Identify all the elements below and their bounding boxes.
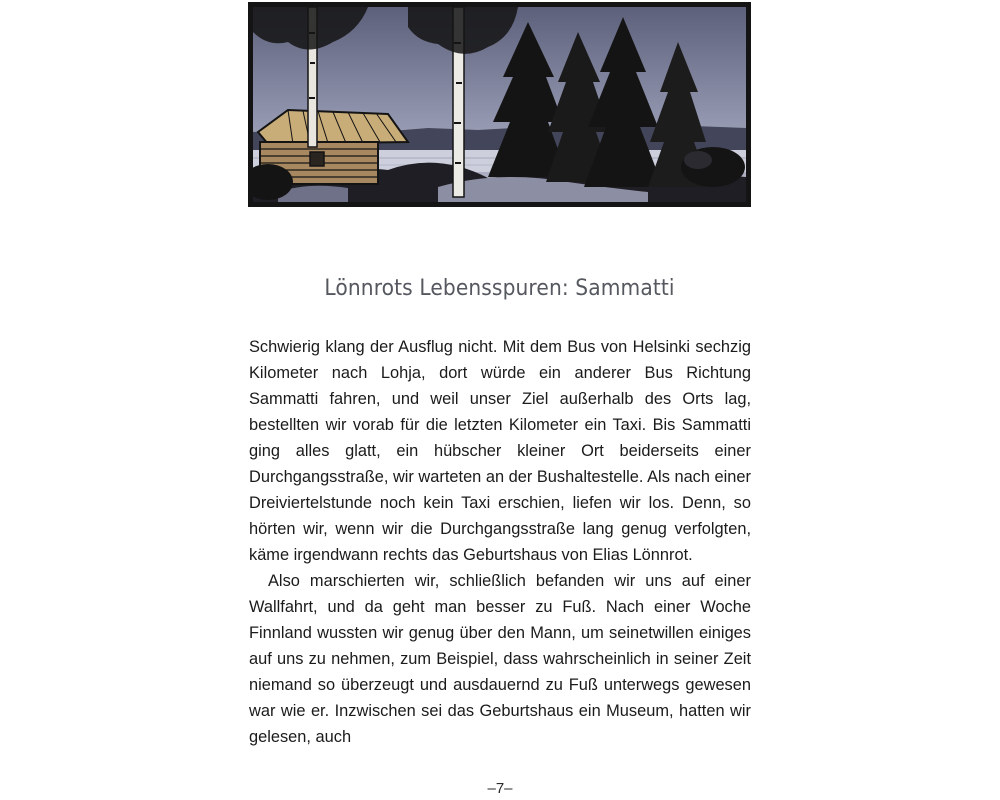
woodcut-illustration [248,2,751,207]
page-number: –7– [487,780,513,797]
body-text [249,334,751,750]
chapter-title: Lönnrots Lebensspuren: Sammatti [324,276,675,301]
lakeside-cabin-icon [248,2,751,207]
paragraph: Also marschierten wir, schließlich befanden wir uns auf einer Wallfahrt, und da geht man besser zu Fuß. Nach einer Woche Finnland wussten wir genug über den Mann, um seinetwillen einiges auf uns zu nehmen, zum Beispiel, dass wahrscheinlich in seiner Zeit niemand so überzeugt und ausdauernd zu Fuß unterwegs gewesen war wie er. Inzwischen sei das Geburtshaus ein Museum, hatten wir gelesen, auch [249,572,751,746]
paragraph: Schwierig klang der Ausflug nicht. Mit dem Bus von Helsinki sechzig Kilometer nach Lohja, dort würde ein anderer Bus Richtung Sammatti fahren, und weil unser Ziel außerhalb des Orts lag, bestellten wir vorab für die letzten Kilometer ein Taxi. Bis Sammatti ging alles glatt, ein hübscher kleiner Ort beiderseits einer Durchgangsstraße, wir warteten an der Bushaltestelle. Als nach einer Dreiviertelstunde noch kein Taxi erschien, liefen wir los. Denn, so hörten wir, wenn wir die Durchgangsstraße lang genug verfolgten, käme irgendwann rechts das Geburtshaus von Elias Lönnrot. [249,338,751,564]
